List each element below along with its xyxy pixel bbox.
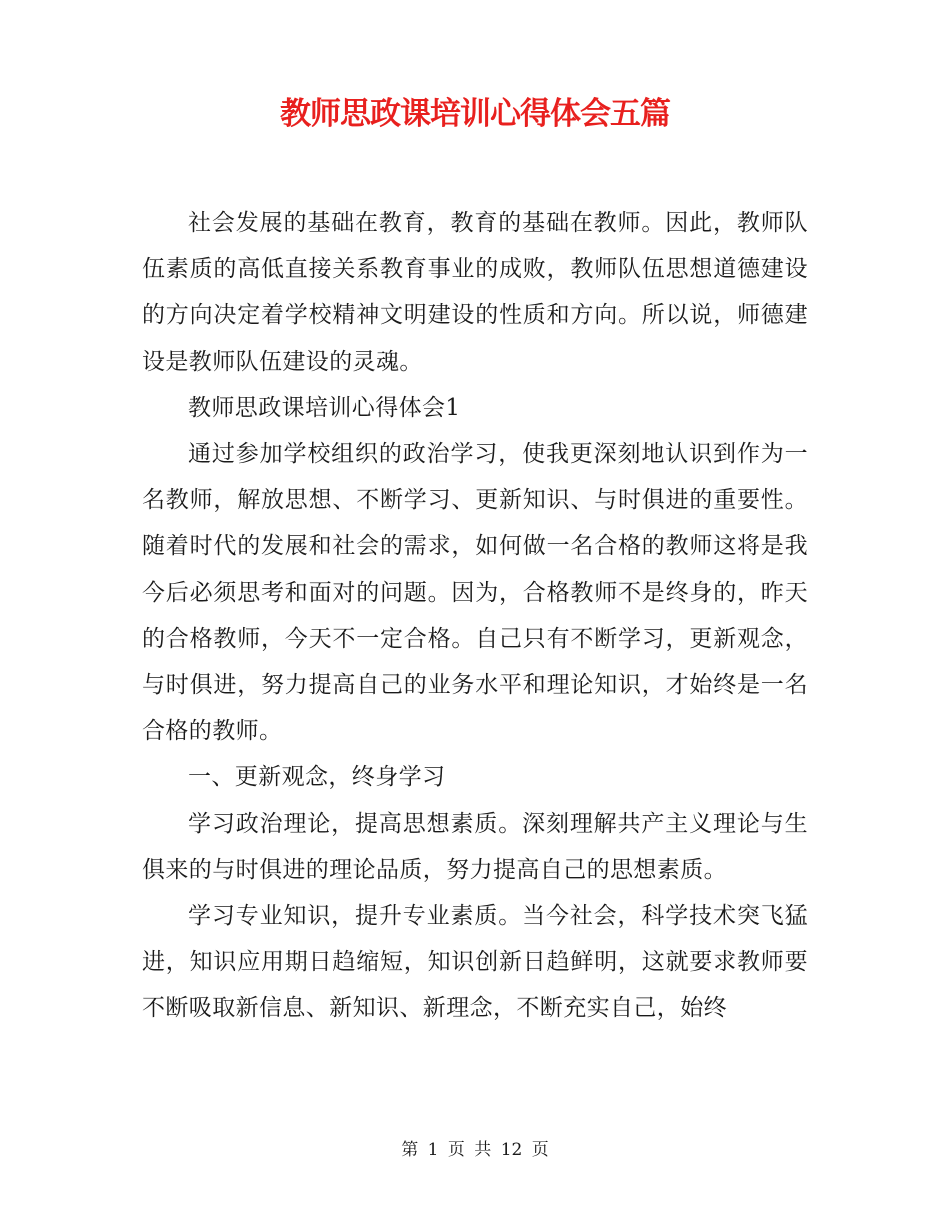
section-heading-1: 教师思政课培训心得体会1 (188, 394, 461, 421)
document-body (142, 200, 808, 1032)
subheading-update-concepts: 一、更新观念，终身学习 (188, 764, 446, 791)
paragraph-intro: 社会发展的基础在教育，教育的基础在教师。因此，教师队伍素质的高低直接关系教育事业的成败，教师队伍思想道德建设的方向决定着学校精神文明建设的性质和方向。所以说，师德建设是教师队伍建设的灵魂。 (142, 210, 808, 375)
page-footer: 第 1 页 共 12 页 (401, 1140, 549, 1160)
paragraph-2: 学习政治理论，提高思想素质。深刻理解共产主义理论与生俱来的与时俱进的理论品质，努力提高自己的思想素质。 (142, 810, 808, 883)
paragraph-3: 学习专业知识，提升专业素质。当今社会，科学技术突飞猛进，知识应用期日趋缩短，知识创新日趋鲜明，这就要求教师要不断吸取新信息、新知识、新理念，不断充实自己，始终 (142, 903, 808, 1022)
paragraph-1: 通过参加学校组织的政治学习，使我更深刻地认识到作为一名教师，解放思想、不断学习、更新知识、与时俱进的重要性。随着时代的发展和社会的需求，如何做一名合格的教师这将是我今后必须思考和面对的问题。因为，合格教师不是终身的，昨天的合格教师，今天不一定合格。自己只有不断学习，更新观念，与时俱进，努力提高自己的业务水平和理论知识，才始终是一名合格的教师。 (142, 441, 808, 745)
document-title: 教师思政课培训心得体会五篇 (280, 96, 670, 132)
